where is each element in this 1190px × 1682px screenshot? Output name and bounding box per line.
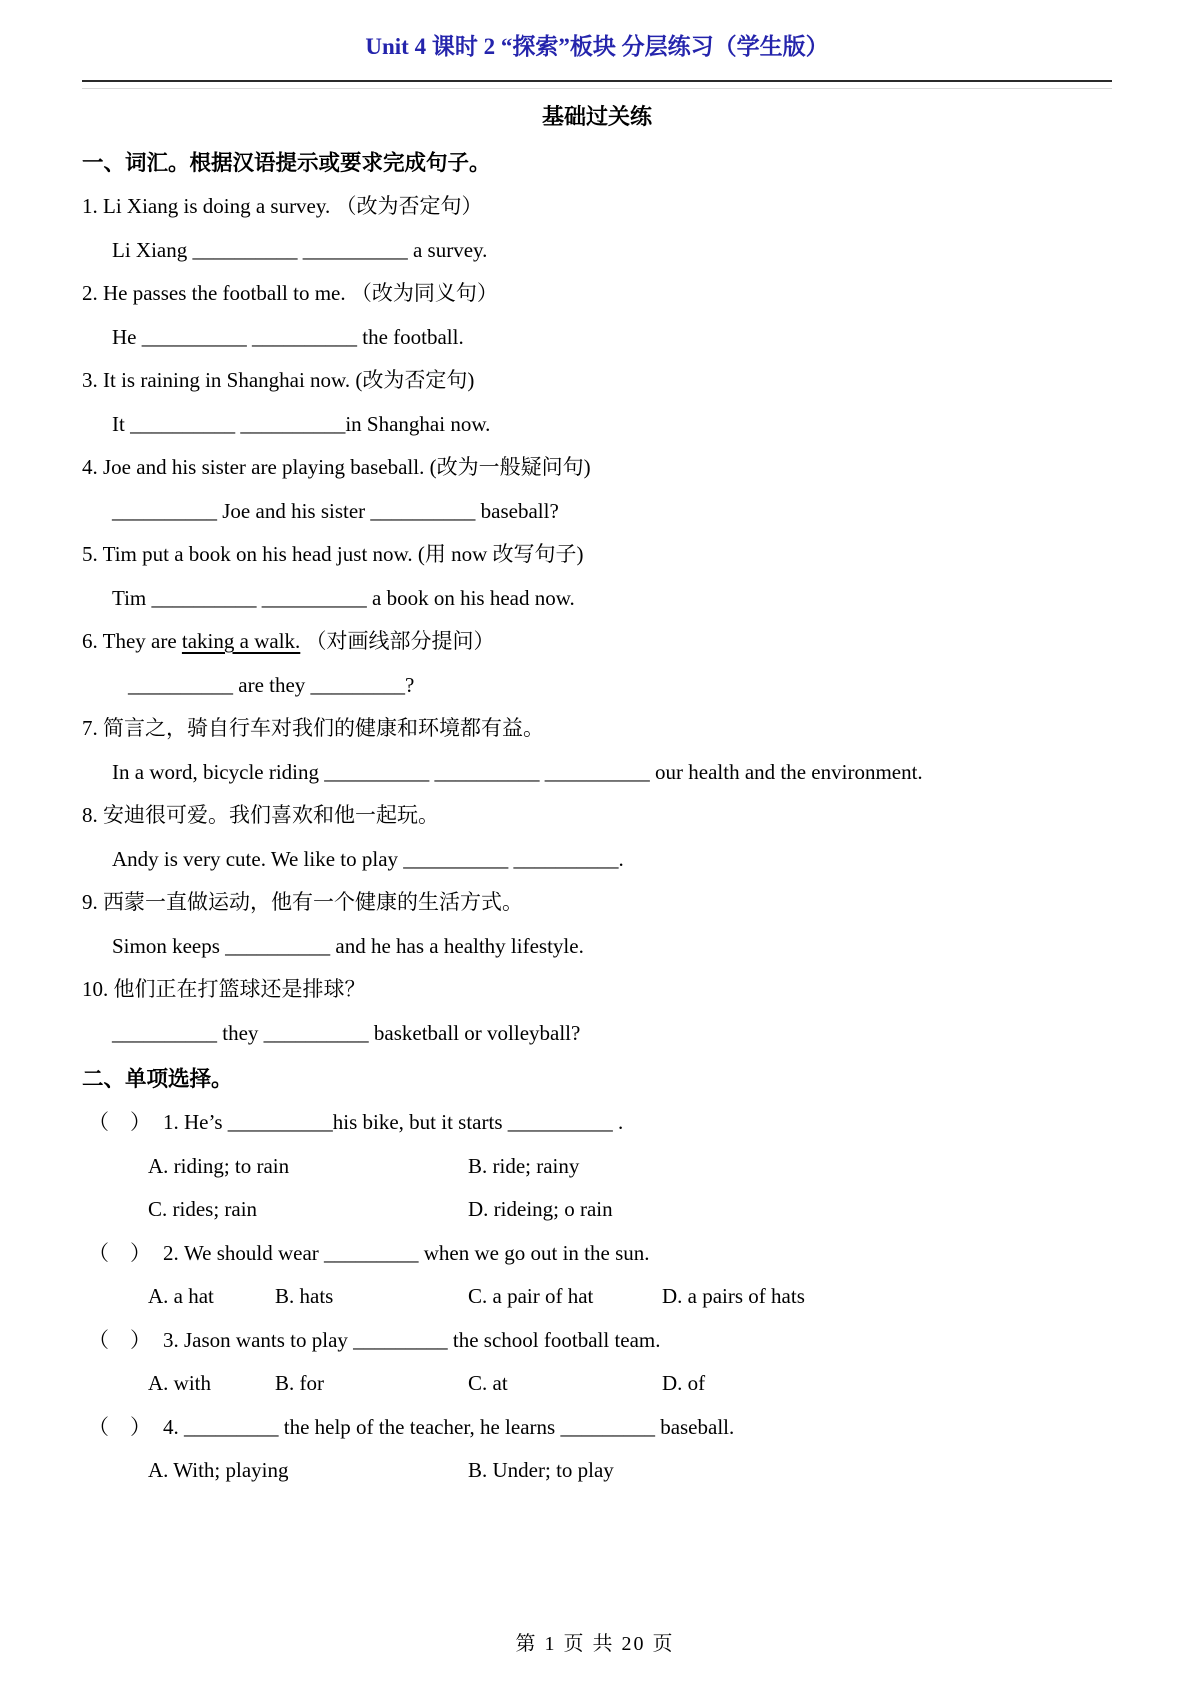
mc-option: B. hats xyxy=(275,1284,334,1308)
vocab-item-1-answer: Li Xiang __________ __________ a survey. xyxy=(112,237,488,262)
mc-question-2-options-row xyxy=(82,1275,1112,1319)
vocab-item-2-stem: 2. He passes the football to me. （改为同义句） xyxy=(82,281,498,305)
vocab-item-6-answer: __________ are they _________? xyxy=(128,672,415,697)
section2-heading: 二、单项选择。 xyxy=(82,1067,233,1091)
mc-question-2 xyxy=(82,1232,1112,1276)
mc-option: D. rideing; o rain xyxy=(468,1197,613,1221)
vocab-item-6-stem-pre: 6. They are xyxy=(82,629,182,653)
vocab-item-5-stem: 5. Tim put a book on his head just now. (用 now 改写句子) xyxy=(82,542,584,566)
exercise-set-title: 基础过关练 xyxy=(541,104,652,129)
mc-option: D. a pairs of hats xyxy=(662,1284,805,1308)
mc-question-1-options-row-2 xyxy=(82,1188,1112,1232)
vocab-item-8-stem: 8. 安迪很可爱。我们喜欢和他一起玩。 xyxy=(82,803,439,827)
mc-option: C. at xyxy=(468,1371,508,1395)
vocab-item-9-answer: Simon keeps __________ and he has a healthy lifestyle. xyxy=(112,933,584,958)
page-number: 第 1 页 共 20 页 xyxy=(515,1633,675,1655)
answer-bracket: （ ） xyxy=(88,1240,151,1265)
mc-question-4-options-row xyxy=(82,1449,1112,1493)
vocab-item-1-stem: 1. Li Xiang is doing a survey. （改为否定句） xyxy=(82,194,483,218)
mc-question-3-options-row xyxy=(82,1362,1112,1406)
vocab-item-9-stem: 9. 西蒙一直做运动，他有一个健康的生活方式。 xyxy=(82,890,523,914)
mc-question-2-stem: 2. We should wear _________ when we go out in the sun. xyxy=(163,1240,650,1265)
vocab-item-8-answer: Andy is very cute. We like to play __________ __________. xyxy=(112,846,624,871)
vocab-item-10-stem: 10. 他们正在打篮球还是排球？ xyxy=(82,977,366,1001)
answer-bracket: （ ） xyxy=(88,1327,151,1352)
vocab-item-3-stem: 3. It is raining in Shanghai now. (改为否定句) xyxy=(82,368,475,392)
vocab-item-4-stem: 4. Joe and his sister are playing baseball. (改为一般疑问句) xyxy=(82,455,591,479)
section1-heading: 一、词汇。根据汉语提示或要求完成句子。 xyxy=(82,151,491,175)
mc-option: A. With; playing xyxy=(148,1458,289,1482)
mc-option: B. for xyxy=(275,1371,324,1395)
document-title: Unit 4 课时 2 “探索”板块 分层练习（学生版） xyxy=(365,34,829,59)
answer-bracket: （ ） xyxy=(88,1110,151,1134)
vocab-item-6-underlined-phrase: taking a walk. xyxy=(181,629,301,653)
mc-option: B. ride; rainy xyxy=(468,1153,580,1178)
mc-option: A. with xyxy=(148,1371,211,1395)
mc-option: A. a hat xyxy=(148,1284,214,1308)
mc-question-1 xyxy=(82,1101,1112,1145)
vocab-item-6-stem-post: （对画线部分提问） xyxy=(300,629,495,653)
vocab-item-7-answer: In a word, bicycle riding __________ __________ __________ our health and the environment. xyxy=(112,759,923,784)
mc-question-1-options-row-1 xyxy=(82,1145,1112,1189)
mc-question-1-stem: 1. He’s __________his bike, but it starts __________ . xyxy=(163,1110,624,1134)
mc-question-4 xyxy=(82,1406,1112,1450)
mc-question-3-stem: 3. Jason wants to play _________ the school football team. xyxy=(163,1327,661,1352)
mc-option: B. Under; to play xyxy=(468,1458,614,1482)
mc-question-4-stem: 4. _________ the help of the teacher, he learns _________ baseball. xyxy=(163,1414,735,1439)
mc-option: C. a pair of hat xyxy=(468,1284,594,1308)
vocab-item-10-answer: __________ they __________ basketball or volleyball? xyxy=(112,1020,581,1045)
mc-option: A. riding; to rain xyxy=(148,1153,290,1178)
vocab-item-5-answer: Tim __________ __________ a book on his head now. xyxy=(112,585,575,610)
mc-question-3 xyxy=(82,1319,1112,1363)
vocab-item-2-answer: He __________ __________ the football. xyxy=(112,324,464,349)
vocab-item-3-answer: It __________ __________in Shanghai now. xyxy=(112,411,491,436)
vocab-item-6-stem xyxy=(82,620,1112,664)
mc-option: C. rides; rain xyxy=(148,1197,258,1221)
header-divider xyxy=(82,80,1112,89)
answer-bracket: （ ） xyxy=(88,1414,151,1439)
mc-option: D. of xyxy=(662,1371,706,1395)
vocab-item-4-answer: __________ Joe and his sister __________ baseball? xyxy=(112,498,559,523)
vocab-item-7-stem: 7. 简言之，骑自行车对我们的健康和环境都有益。 xyxy=(82,716,544,740)
